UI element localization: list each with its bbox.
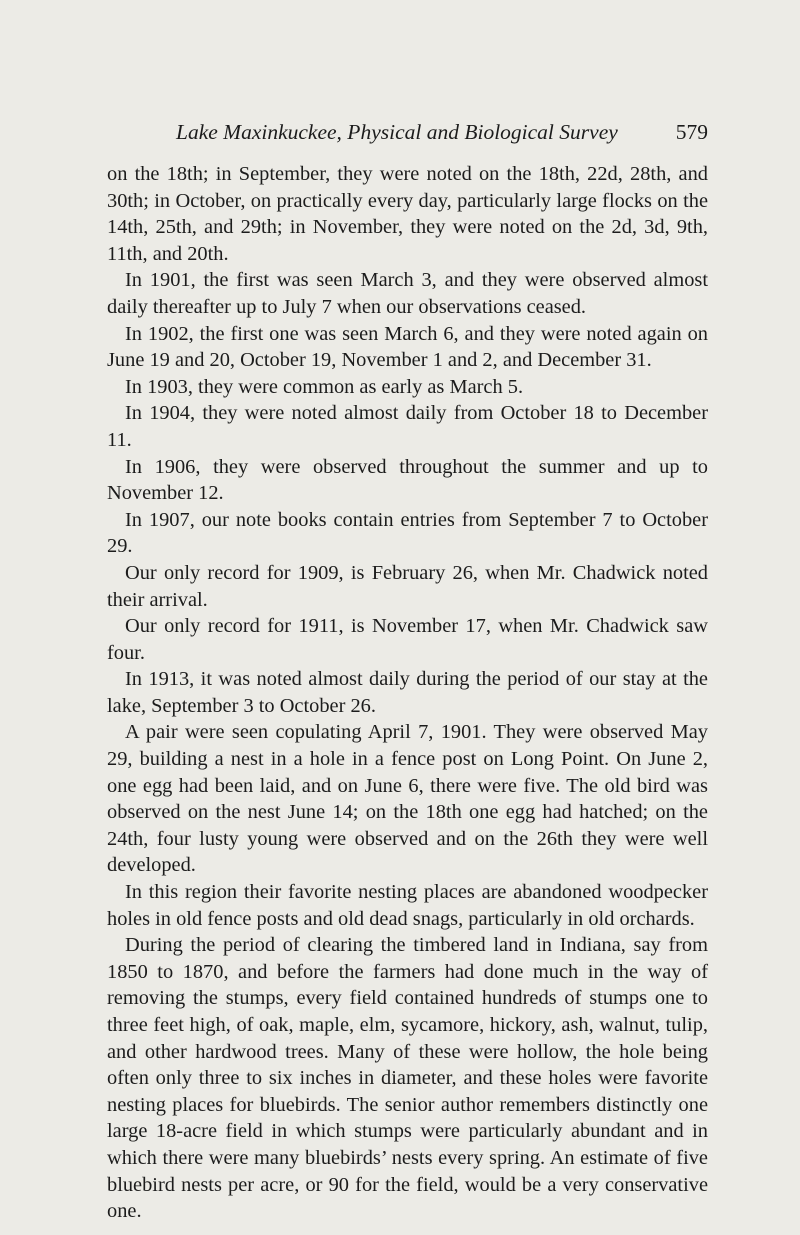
paragraph-1904: In 1904, they were noted almost daily from October 18 to December 11.: [107, 402, 708, 451]
paragraph-1902: In 1902, the first one was seen March 6, and they were noted again on June 19 and 20, October 19, November 1 and 2, and December 31.: [107, 322, 708, 372]
body-text: [107, 161, 708, 1225]
paragraph-1913: In 1913, it was noted almost daily during the period of our stay at the lake, September 3 to October 26.: [107, 668, 708, 717]
running-title: Lake Maxinkuckee, Physical and Biological Survey: [176, 120, 618, 144]
running-head: [176, 118, 708, 146]
page-number: 579: [675, 120, 708, 144]
paragraph-clearing-period: During the period of clearing the timbered land in Indiana, say from 1850 to 1870, and before the farmers had done much in the way of removing the stumps, every field contained hundreds of stumps one to three feet high, of oak, maple, elm, sycamore, hickory, ash, walnut, tulip, and other hardwood trees. Many of these were hollow, the hole being often only three to six inches in diameter, and these holes were favorite nesting places for bluebirds. The senior author remembers distinctly one large 18-acre field in which stumps were particularly abundant and in which there were many bluebirds’ nests every spring. An estimate of five bluebird nests per acre, or 90 for the field, would be a very conservative one.: [107, 934, 708, 1223]
paragraph-1906: In 1906, they were observed throughout the summer and up to November 12.: [107, 455, 708, 505]
paragraph-continued: on the 18th; in September, they were noted on the 18th, 22d, 28th, and 30th; in October, on practically every day, particularly large flocks on the 14th, 25th, and 29th; in November, they were noted on the 2d, 3d, 9th, 11th, and 20th.: [107, 163, 708, 265]
paragraph-nesting-places: In this region their favorite nesting places are abandoned woodpecker holes in old fence posts and old dead snags, particularly in old orchards.: [107, 881, 708, 930]
paragraph-1911: Our only record for 1911, is November 17, when Mr. Chadwick saw four.: [107, 615, 708, 664]
paragraph-nesting-observation: A pair were seen copulating April 7, 1901. They were observed May 29, building a nest in a hole in a fence post on Long Point. On June 2, one egg had been laid, and on June 6, there were five. The old bird was observed on the nest June 14; on the 18th one egg had hatched; on the 24th, four lusty young were observed and on the 26th they were well developed.: [107, 721, 708, 877]
paragraph-1903: In 1903, they were common as early as March 5.: [125, 375, 524, 398]
paragraph-1901: In 1901, the first was seen March 3, and they were observed almost daily thereafter up to July 7 when our observations ceased.: [107, 269, 708, 318]
paragraph-1907: In 1907, our note books contain entries from September 7 to October 29.: [107, 508, 708, 558]
paragraph-1909: Our only record for 1909, is February 26, when Mr. Chadwick noted their arrival.: [107, 561, 708, 611]
